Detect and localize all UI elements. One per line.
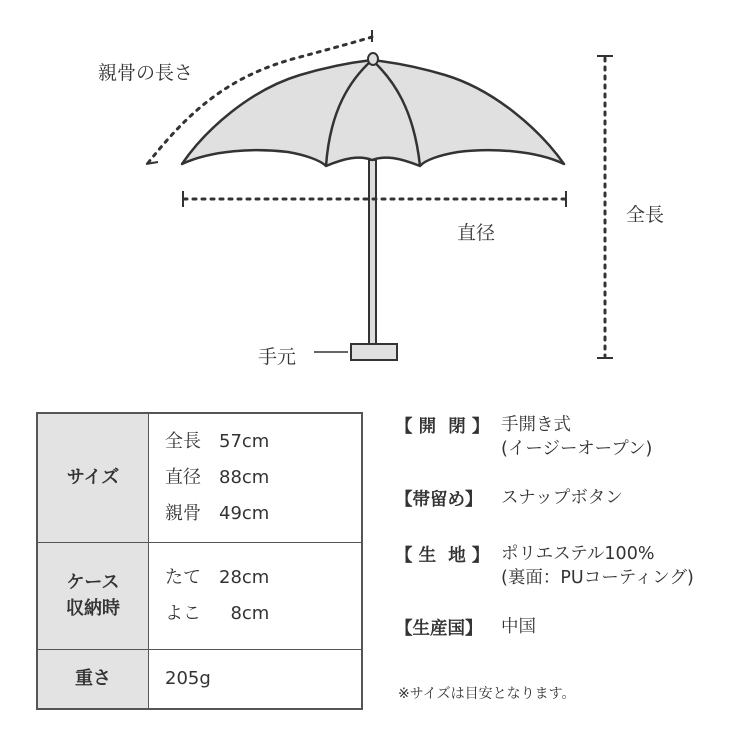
property-value-line: 手開き式 — [501, 415, 571, 435]
case-width-value: よこ 8cm — [165, 603, 270, 624]
property-value-line: (イージーオープン) — [501, 439, 653, 459]
diameter-label: 直径 — [457, 222, 496, 244]
case-height-value: たて 28cm — [165, 567, 270, 588]
umbrella-shaft — [369, 160, 376, 345]
weight-value — [149, 650, 363, 710]
diameter-value: 直径 88cm — [165, 467, 270, 488]
property-value — [501, 413, 652, 461]
rib-length-label: 親骨の長さ — [98, 62, 194, 84]
weight-header: 重さ — [37, 650, 149, 710]
property-value-line: 中国 — [501, 617, 536, 637]
table-row — [37, 650, 362, 710]
weight-value-text: 205g — [165, 668, 211, 689]
size-note: ※サイズは目安となります。 — [398, 686, 576, 702]
property-value — [501, 542, 694, 590]
property-key: 【帯留め】 — [395, 490, 483, 510]
property-value-line: (裏面：PUコーティング) — [501, 568, 694, 588]
handle-label: 手元 — [258, 346, 297, 368]
total-length-label: 全長 — [626, 204, 665, 226]
case-header — [37, 543, 149, 650]
umbrella-handle — [351, 344, 397, 360]
size-header: サイズ — [37, 413, 149, 543]
total-length-value: 全長 57cm — [165, 431, 270, 452]
property-key: 【生産国】 — [395, 619, 483, 639]
property-value — [501, 486, 623, 510]
rib-length-value: 親骨 49cm — [165, 503, 270, 524]
umbrella-canopy — [182, 60, 564, 166]
property-value-line: ポリエステル100% — [501, 544, 655, 564]
property-value — [501, 615, 536, 639]
size-spec-table — [36, 412, 363, 710]
umbrella-tip — [368, 53, 378, 65]
table-row — [37, 543, 362, 650]
property-key: 【 生 地 】 — [395, 546, 490, 566]
size-values — [149, 413, 363, 543]
case-values — [149, 543, 363, 650]
case-header-line2: 収納時 — [66, 598, 120, 619]
property-key: 【 開 閉 】 — [395, 417, 490, 437]
property-value-line: スナップボタン — [501, 488, 623, 508]
table-row — [37, 413, 362, 543]
case-header-line1: ケース — [66, 571, 120, 593]
